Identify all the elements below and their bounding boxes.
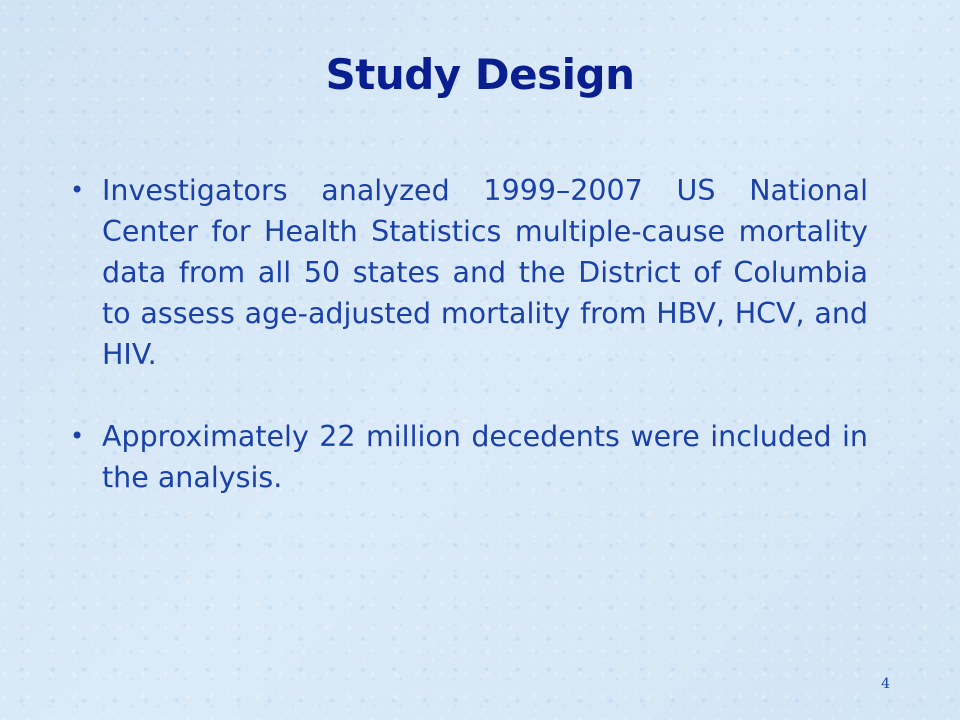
bullet-dot-icon: • [70,422,85,450]
slide-title: Study Design [325,50,635,99]
bullet-text: Investigators analyzed 1999–2007 US National Center for Health Statistics multiple-cause mortality data from all 50 states and the District of Columbia to assess age-adjusted mortality from HBV, HCV, and HIV. [102,174,868,371]
bullet-item-study-data [58,170,868,375]
bullet-item-decedents [58,416,868,498]
bullet-text: Approximately 22 million decedents were included in the analysis. [102,420,868,494]
page-number: 4 [881,676,890,692]
bullet-list [58,170,868,539]
bullet-dot-icon: • [70,176,85,204]
